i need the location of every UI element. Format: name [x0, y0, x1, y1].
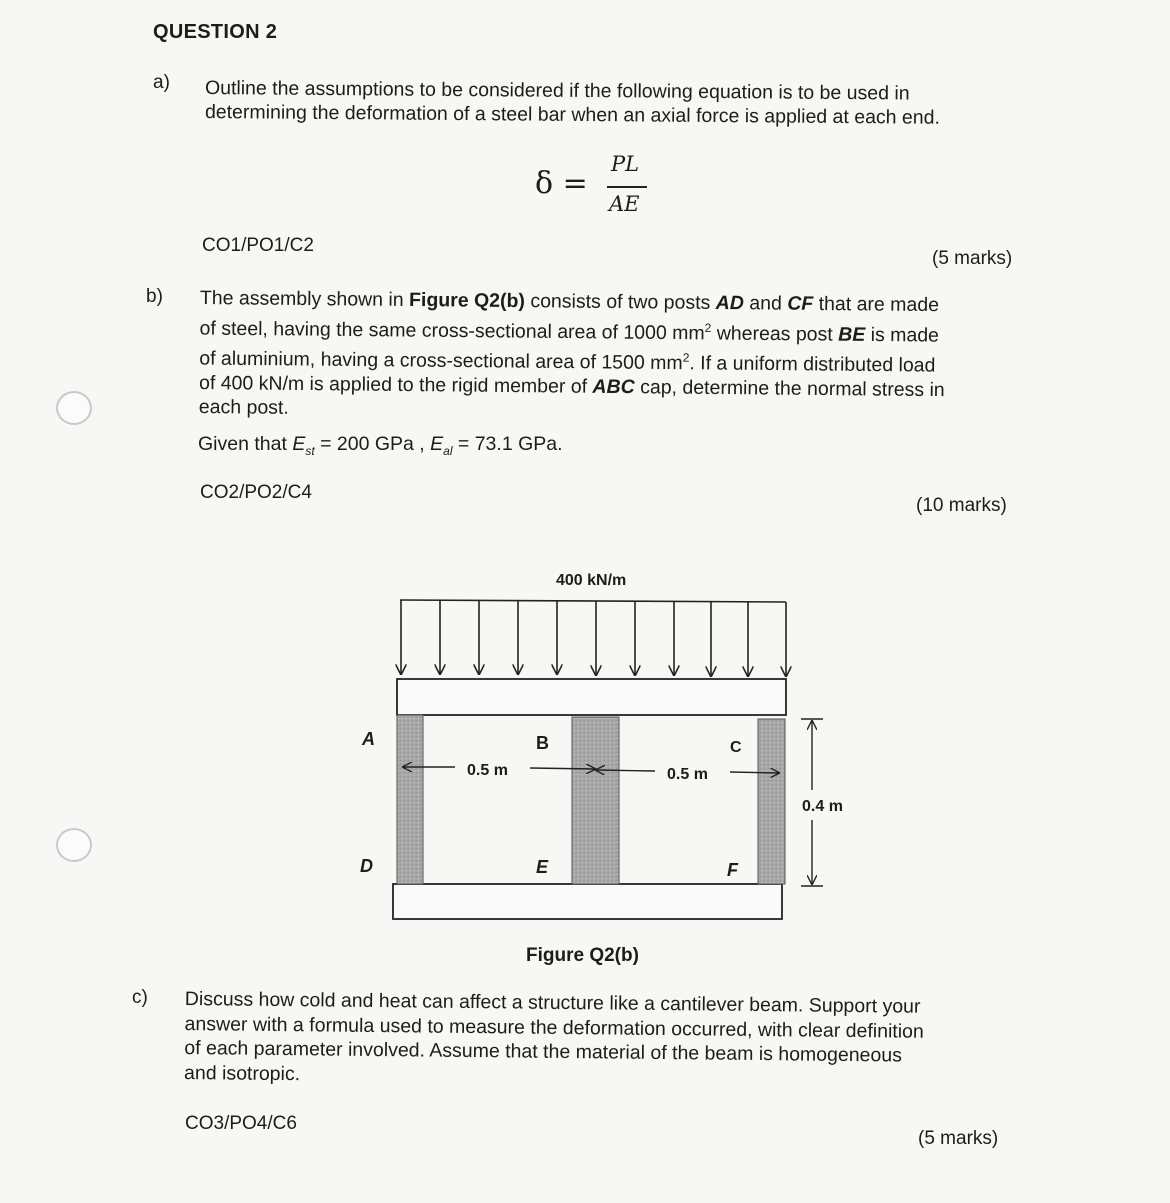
part-a-line-2: determining the deformation of a steel bar when an axial force is applied at each end.: [204, 101, 941, 129]
given-moduli: Given that $E_{st} = 200$ GPa , $E_{al} = 73.1$ GPa.: [198, 433, 563, 458]
load-top-line: [400, 600, 786, 602]
part-c-line-1: Discuss how cold and heat can affect a structure like a cantilever beam. Support your: [184, 987, 921, 1018]
part-c-line-4: and isotropic.: [183, 1061, 301, 1085]
part-b-line-2: of steel, having the same cross-sectional area of 1000 $mm^2$ whereas post BE is made: [199, 316, 940, 347]
label-e: E: [536, 857, 549, 877]
post-ad: [397, 715, 423, 884]
post-cf: [758, 719, 785, 884]
part-b-line-5: each post.: [198, 395, 289, 419]
label-a: A: [362, 729, 375, 749]
equation-lhs: δ =: [535, 166, 588, 201]
dim-right-label: 0.5 m: [667, 766, 708, 783]
rigid-cap-abc: [397, 679, 786, 715]
part-c-marks: (5 marks): [918, 1128, 999, 1149]
dim-left-label: 0.5 m: [467, 762, 508, 779]
part-b-marks: (10 marks): [916, 495, 1007, 516]
part-b-line-3: of aluminium, having a cross-sectional area of 1500 $mm^2$. If a uniform distributed load: [199, 346, 936, 377]
label-b: B: [536, 733, 549, 753]
part-a-line-1: Outline the assumptions to be considered if the following equation is to be used in: [204, 77, 910, 105]
part-b-label: b): [146, 286, 163, 307]
part-c-line-2: answer with a formula used to measure the deformation occurred, with clear definition: [184, 1012, 924, 1043]
part-a-label: a): [153, 72, 170, 93]
part-a-marks: (5 marks): [932, 248, 1013, 269]
equation-denominator: AE: [609, 192, 640, 216]
post-be: [572, 717, 619, 884]
part-c-outcome-code: CO3/PO4/C6: [185, 1113, 297, 1134]
question-title: QUESTION 2: [153, 21, 278, 43]
base-support: [393, 884, 782, 919]
label-c: C: [730, 739, 742, 756]
dim-height-label: 0.4 m: [802, 798, 843, 815]
load-label: 400 kN/m: [556, 572, 627, 589]
equation-numerator: PL: [611, 152, 640, 176]
dim-left-line-2: [530, 768, 595, 769]
part-a-outcome-code: CO1/PO1/C2: [202, 235, 314, 256]
part-b-line-1: The assembly shown in Figure Q2(b) consists of two posts AD and CF that are made: [199, 286, 940, 317]
part-c-paragraph: [184, 987, 924, 1093]
figure-caption: Figure Q2(b): [526, 945, 639, 966]
part-b-line-4: of 400 kN/m is applied to the rigid member of ABC cap, determine the normal stress in: [198, 371, 945, 401]
dim-right-line-2: [730, 772, 779, 773]
label-f: F: [727, 860, 738, 880]
label-d: D: [360, 856, 373, 876]
part-c-label: c): [132, 987, 148, 1008]
part-b-outcome-code: CO2/PO2/C4: [200, 482, 312, 503]
part-c-line-3: of each parameter involved. Assume that the material of the beam is homogeneous: [184, 1036, 903, 1067]
dim-right-line-1: [596, 770, 655, 771]
distributed-load: [400, 600, 786, 676]
